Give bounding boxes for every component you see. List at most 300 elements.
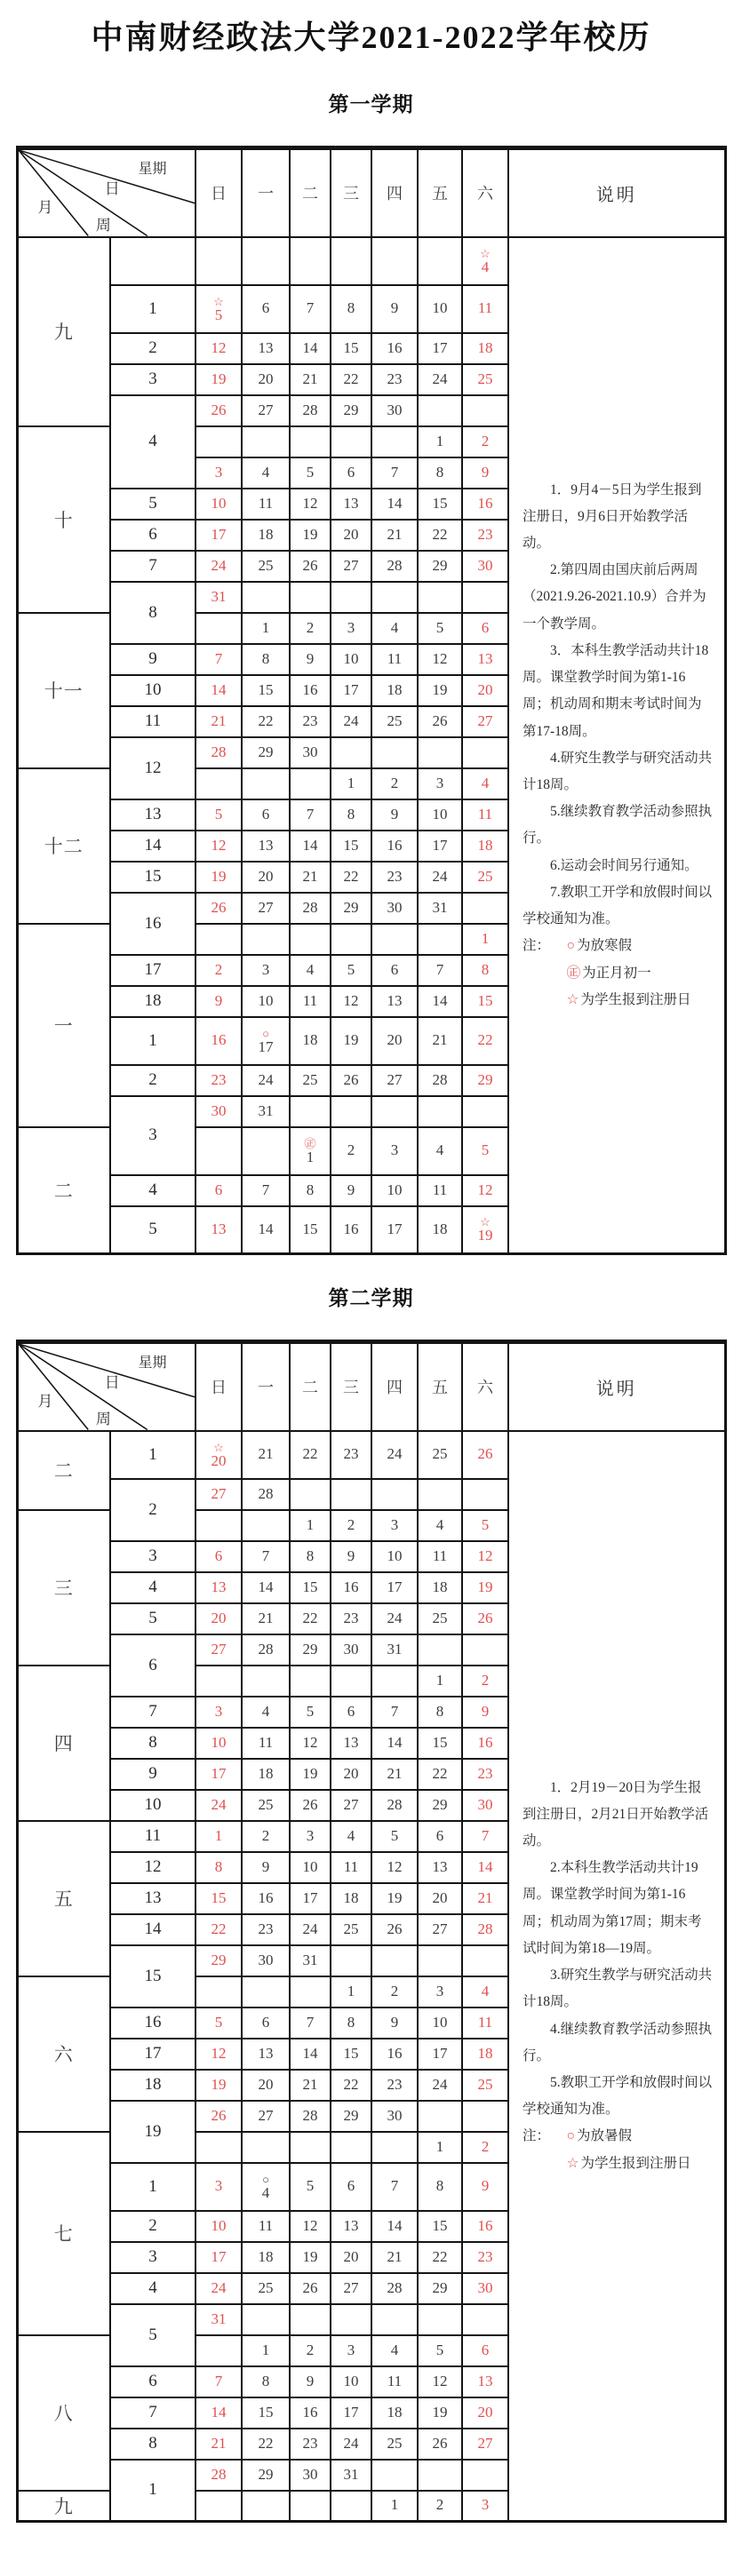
- week-number-cell: 5: [110, 1206, 195, 1254]
- day-cell: [371, 675, 418, 706]
- day-cell: [331, 395, 371, 426]
- day-cell: [195, 1479, 242, 1510]
- day-cell: [331, 2273, 371, 2304]
- date-number: 6: [347, 2177, 355, 2195]
- day-cell: [371, 1175, 418, 1206]
- day-cell: [195, 2491, 242, 2522]
- date-number: 17: [211, 525, 227, 543]
- day-cell: [290, 675, 331, 706]
- day-cell: [418, 737, 462, 768]
- date-number: 9: [481, 463, 490, 481]
- date-number: 24: [432, 2075, 448, 2093]
- day-cell: [371, 1065, 418, 1096]
- day-cell: [418, 2132, 462, 2163]
- legend-label: 注：: [523, 2128, 551, 2144]
- week-number-cell: 14: [110, 1914, 195, 1945]
- day-cell: [242, 2460, 290, 2491]
- day-cell: [462, 426, 508, 457]
- day-cell: [331, 2008, 371, 2039]
- date-number: 3: [435, 1982, 444, 2000]
- date-number: 27: [343, 2278, 359, 2296]
- date-number: 9: [390, 2013, 399, 2031]
- date-number: 13: [258, 2044, 274, 2062]
- star-icon: ☆: [213, 294, 224, 308]
- day-cell: [331, 2335, 371, 2366]
- date-number: 10: [432, 805, 448, 823]
- day-cell: [195, 551, 242, 582]
- day-cell: [462, 1431, 508, 1479]
- calendar-header-row: [17, 148, 725, 237]
- date-number: 11: [258, 494, 274, 512]
- day-cell: [242, 1572, 290, 1603]
- day-cell: [418, 582, 462, 613]
- date-number: 11: [302, 991, 318, 1009]
- day-cell: [290, 2132, 331, 2163]
- weekday-header: 六: [462, 148, 508, 237]
- date-number: 10: [211, 1733, 227, 1751]
- date-number: 15: [211, 1888, 227, 1906]
- day-cell: [371, 1603, 418, 1634]
- date-number: 1: [306, 1148, 315, 1165]
- weekday-header: 四: [371, 148, 418, 237]
- day-cell: [242, 1976, 290, 2008]
- date-number: 31: [211, 587, 227, 605]
- day-cell: [242, 1206, 290, 1254]
- day-cell: [462, 2039, 508, 2070]
- weekday-header: 五: [418, 148, 462, 237]
- day-cell: [331, 333, 371, 364]
- day-cell: [371, 1572, 418, 1603]
- date-number: 24: [343, 2434, 359, 2452]
- day-cell: [371, 1914, 418, 1945]
- date-number: 31: [258, 1101, 274, 1119]
- day-cell: [290, 644, 331, 675]
- date-number: 28: [302, 401, 318, 418]
- week-number-cell: 17: [110, 2039, 195, 2070]
- day-cell: [371, 1096, 418, 1127]
- date-number: 7: [435, 960, 444, 978]
- day-cell: [195, 1883, 242, 1914]
- week-number-cell: 18: [110, 2070, 195, 2101]
- date-number: 21: [302, 2075, 318, 2093]
- day-cell: [331, 706, 371, 737]
- week-number-cell: 11: [110, 1821, 195, 1852]
- day-cell: [331, 237, 371, 285]
- date-number: 25: [387, 2434, 403, 2452]
- date-number: 29: [258, 2465, 274, 2483]
- day-cell: [195, 1017, 242, 1065]
- date-number: 4: [481, 1982, 490, 2000]
- date-number: 27: [477, 2434, 493, 2452]
- date-number: 28: [432, 1070, 448, 1088]
- day-cell: [242, 364, 290, 395]
- day-cell: [242, 831, 290, 862]
- date-number: 15: [258, 2403, 274, 2421]
- date-number: 21: [432, 1031, 448, 1049]
- star-icon: ☆: [566, 2155, 579, 2171]
- date-number: 17: [387, 1220, 403, 1237]
- month-cell: 十: [17, 426, 110, 613]
- day-cell: [195, 675, 242, 706]
- date-number: 18: [258, 2247, 274, 2265]
- day-cell: [462, 613, 508, 644]
- date-number: 25: [432, 1609, 448, 1626]
- legend-label: 注：: [523, 938, 551, 954]
- week-number-cell: 5: [110, 2304, 195, 2366]
- day-cell: [418, 520, 462, 551]
- date-number: 9: [390, 299, 399, 317]
- day-cell: [418, 675, 462, 706]
- day-cell: [418, 1572, 462, 1603]
- day-cell: [290, 457, 331, 489]
- day-cell: [242, 2070, 290, 2101]
- day-cell: [242, 1759, 290, 1790]
- day-cell: [290, 2304, 331, 2335]
- day-cell: [195, 2211, 242, 2242]
- corner-label-weekday: 星期: [138, 161, 167, 177]
- date-number: 14: [302, 2044, 318, 2062]
- day-cell: [242, 1479, 290, 1510]
- day-cell: [242, 551, 290, 582]
- day-cell: [331, 799, 371, 831]
- week-number-cell: 11: [110, 706, 195, 737]
- day-cell: [371, 551, 418, 582]
- day-cell: [290, 893, 331, 924]
- day-cell: [371, 1479, 418, 1510]
- day-cell: [195, 1065, 242, 1096]
- day-cell: [195, 2273, 242, 2304]
- date-number: 14: [258, 1220, 274, 1237]
- day-cell: [195, 768, 242, 799]
- week-number-cell: 4: [110, 2273, 195, 2304]
- day-cell: [418, 2273, 462, 2304]
- date-number: 9: [347, 1181, 355, 1198]
- semester-2-heading: 第二学期: [328, 1287, 414, 1309]
- day-cell: [331, 1541, 371, 1572]
- date-number: 26: [432, 2434, 448, 2452]
- day-cell: [418, 1479, 462, 1510]
- date-number: 8: [261, 649, 270, 667]
- day-cell: [290, 285, 331, 333]
- date-number: 27: [258, 898, 274, 916]
- date-number: 4: [261, 463, 270, 481]
- date-number: 12: [211, 836, 227, 854]
- day-cell: [290, 2460, 331, 2491]
- day-cell: [371, 1017, 418, 1065]
- day-cell: [418, 1790, 462, 1821]
- date-number: 29: [343, 401, 359, 418]
- date-number: 23: [387, 2075, 403, 2093]
- day-cell: [242, 1127, 290, 1175]
- week-number-cell: 6: [110, 2366, 195, 2397]
- date-number: 16: [387, 2044, 403, 2062]
- weekday-header: 三: [331, 1342, 371, 1431]
- day-cell: [195, 489, 242, 520]
- day-cell: [371, 1852, 418, 1883]
- date-number: 27: [211, 1640, 227, 1658]
- day-cell: [195, 237, 242, 285]
- day-cell: [331, 2211, 371, 2242]
- date-number: 29: [432, 2278, 448, 2296]
- date-number: 26: [302, 556, 318, 574]
- day-cell: [242, 2429, 290, 2460]
- date-number: 13: [211, 1578, 227, 1595]
- week-number-cell: 2: [110, 1065, 195, 1096]
- week-number-cell: 1: [110, 285, 195, 333]
- day-cell: [331, 426, 371, 457]
- day-cell: [371, 395, 418, 426]
- page: [0, 12, 742, 2523]
- date-number: 10: [211, 494, 227, 512]
- date-number: 4: [390, 618, 399, 636]
- day-cell: [462, 986, 508, 1017]
- day-cell: [331, 1790, 371, 1821]
- date-number: 3: [347, 618, 355, 636]
- day-cell: [418, 613, 462, 644]
- date-number: 30: [387, 401, 403, 418]
- day-cell: [371, 2273, 418, 2304]
- date-number: 23: [211, 1070, 227, 1088]
- day-cell: [290, 1065, 331, 1096]
- date-number: 6: [261, 2013, 270, 2031]
- day-cell: [242, 426, 290, 457]
- date-number: 28: [211, 743, 227, 760]
- date-number: 4: [347, 1826, 355, 1844]
- day-cell: [195, 1759, 242, 1790]
- day-cell: [242, 1852, 290, 1883]
- day-cell: [290, 1572, 331, 1603]
- date-number: 12: [302, 2216, 318, 2234]
- week-number-cell: 2: [110, 333, 195, 364]
- date-number: 25: [258, 2278, 274, 2296]
- date-number: 29: [211, 1951, 227, 1968]
- day-cell: [195, 2429, 242, 2460]
- day-cell: [331, 613, 371, 644]
- day-cell: [242, 1821, 290, 1852]
- note-paragraph: 5.教职工开学和放假时间以学校通知为准。: [523, 2075, 713, 2118]
- day-cell: [418, 2101, 462, 2132]
- day-cell: [195, 426, 242, 457]
- day-cell: [242, 986, 290, 1017]
- date-number: 2: [214, 960, 223, 978]
- day-cell: [371, 2366, 418, 2397]
- date-number: 27: [258, 401, 274, 418]
- date-number: 29: [477, 1070, 493, 1088]
- day-cell: [462, 237, 508, 285]
- date-number: 10: [432, 2013, 448, 2031]
- date-number: 8: [347, 2013, 355, 2031]
- day-cell: [462, 1479, 508, 1510]
- week-number-cell: 19: [110, 2101, 195, 2163]
- week-number-cell: 3: [110, 1096, 195, 1175]
- day-cell: [371, 862, 418, 893]
- date-number: 7: [214, 649, 223, 667]
- week-number-cell: [110, 237, 195, 285]
- day-cell: [371, 2163, 418, 2211]
- day-cell: [290, 1914, 331, 1945]
- notes-header: 说明: [508, 1342, 725, 1431]
- date-number: 17: [302, 1888, 318, 1906]
- date-number: 29: [343, 2106, 359, 2124]
- day-cell: [290, 2429, 331, 2460]
- day-cell: [462, 2242, 508, 2273]
- day-cell: [371, 1945, 418, 1976]
- day-cell: [418, 426, 462, 457]
- date-number: 26: [211, 898, 227, 916]
- day-cell: [195, 2460, 242, 2491]
- day-cell: [242, 613, 290, 644]
- day-cell: [371, 2039, 418, 2070]
- day-cell: [418, 1175, 462, 1206]
- page-title: 中南财经政法大学2021-2022学年校历: [91, 20, 651, 55]
- day-cell: [331, 2132, 371, 2163]
- date-number: 31: [387, 1640, 403, 1658]
- weekday-header: 一: [242, 148, 290, 237]
- day-cell: [290, 1634, 331, 1666]
- semester-2-section: [0, 1282, 742, 2523]
- day-cell: [418, 2008, 462, 2039]
- star-icon: ☆: [480, 1215, 491, 1229]
- date-number: 1: [435, 1671, 444, 1689]
- day-cell: [418, 2366, 462, 2397]
- day-cell: [371, 1510, 418, 1541]
- day-cell: [290, 582, 331, 613]
- date-number: 2: [390, 1982, 399, 2000]
- day-cell: [195, 799, 242, 831]
- day-cell: [242, 582, 290, 613]
- date-number: 7: [261, 1546, 270, 1564]
- week-number-cell: 6: [110, 1634, 195, 1697]
- day-cell: [418, 1510, 462, 1541]
- day-cell: [290, 520, 331, 551]
- day-cell: [418, 1017, 462, 1065]
- day-cell: [462, 644, 508, 675]
- day-cell: [331, 1017, 371, 1065]
- day-cell: [462, 1914, 508, 1945]
- date-number: 13: [477, 649, 493, 667]
- day-cell: [242, 737, 290, 768]
- day-cell: [418, 1914, 462, 1945]
- date-number: 12: [387, 1857, 403, 1875]
- day-cell: [418, 2460, 462, 2491]
- date-number: 1: [435, 432, 444, 449]
- day-cell: [242, 1431, 290, 1479]
- date-number: 30: [477, 556, 493, 574]
- day-cell: [371, 1883, 418, 1914]
- note-paragraph: 1．2月19－20日为学生报到注册日，2月21日开始教学活动。: [523, 1779, 709, 1849]
- day-cell: [462, 520, 508, 551]
- day-cell: [195, 1175, 242, 1206]
- star-icon: ☆: [213, 1440, 224, 1454]
- day-cell: [371, 2132, 418, 2163]
- day-cell: [242, 2366, 290, 2397]
- date-number: 24: [432, 370, 448, 387]
- corner-label-day: 日: [104, 179, 120, 197]
- date-number: 21: [387, 2247, 403, 2265]
- date-number: 13: [258, 836, 274, 854]
- star-icon: ☆: [566, 991, 579, 1007]
- date-number: 30: [211, 1101, 227, 1119]
- date-number: 24: [432, 867, 448, 885]
- day-cell: [290, 2273, 331, 2304]
- date-number: 5: [214, 306, 223, 323]
- date-number: 21: [258, 1445, 274, 1463]
- date-number: 12: [302, 1733, 318, 1751]
- date-number: 13: [432, 1857, 448, 1875]
- week-number-cell: 5: [110, 489, 195, 520]
- day-cell: [418, 1065, 462, 1096]
- day-cell: [195, 1572, 242, 1603]
- date-number: 19: [343, 1031, 359, 1049]
- day-cell: [195, 2163, 242, 2211]
- day-cell: [462, 1976, 508, 2008]
- day-cell: [418, 2242, 462, 2273]
- day-cell: [462, 1852, 508, 1883]
- day-cell: [418, 2491, 462, 2522]
- date-number: 3: [435, 774, 444, 791]
- date-number: 26: [477, 1445, 493, 1463]
- date-number: 9: [306, 649, 315, 667]
- date-number: 10: [387, 1546, 403, 1564]
- day-cell: [195, 613, 242, 644]
- day-cell: [195, 2397, 242, 2429]
- day-cell: [331, 1976, 371, 2008]
- date-number: 2: [481, 2137, 490, 2155]
- week-number-cell: 10: [110, 1790, 195, 1821]
- date-number: 30: [302, 743, 318, 760]
- date-number: 24: [211, 556, 227, 574]
- date-number: 14: [387, 1733, 403, 1751]
- date-number: 27: [343, 1795, 359, 1813]
- date-number: 31: [343, 2465, 359, 2483]
- day-cell: [290, 2039, 331, 2070]
- day-cell: [331, 1945, 371, 1976]
- day-cell: [331, 1914, 371, 1945]
- day-cell: [195, 395, 242, 426]
- calendar-row: [17, 237, 725, 285]
- day-cell: [331, 1852, 371, 1883]
- date-number: 16: [477, 494, 493, 512]
- date-number: 11: [258, 2216, 274, 2234]
- day-cell: [418, 333, 462, 364]
- date-number: 15: [432, 1733, 448, 1751]
- date-number: 31: [211, 2310, 227, 2327]
- day-cell: [418, 1728, 462, 1759]
- date-number: 25: [258, 1795, 274, 1813]
- date-number: 21: [211, 712, 227, 729]
- day-cell: [290, 237, 331, 285]
- day-cell: [242, 2163, 290, 2211]
- day-cell: [290, 1431, 331, 1479]
- date-number: 18: [258, 525, 274, 543]
- day-cell: [242, 1790, 290, 1821]
- date-number: 19: [211, 2075, 227, 2093]
- week-number-cell: 13: [110, 799, 195, 831]
- legend-line: 注： ○ 为放寒假: [523, 933, 713, 959]
- date-number: 18: [302, 1031, 318, 1049]
- date-number: 18: [387, 680, 403, 698]
- date-number: 1: [347, 774, 355, 791]
- day-cell: [242, 2132, 290, 2163]
- legend-line: ☆ 为学生报到注册日: [566, 2155, 691, 2171]
- month-cell: 十一: [17, 613, 110, 768]
- date-number: 12: [343, 991, 359, 1009]
- date-number: 25: [302, 1070, 318, 1088]
- day-cell: [290, 706, 331, 737]
- day-cell: [242, 2335, 290, 2366]
- date-number: 14: [258, 1578, 274, 1595]
- day-cell: [418, 1206, 462, 1254]
